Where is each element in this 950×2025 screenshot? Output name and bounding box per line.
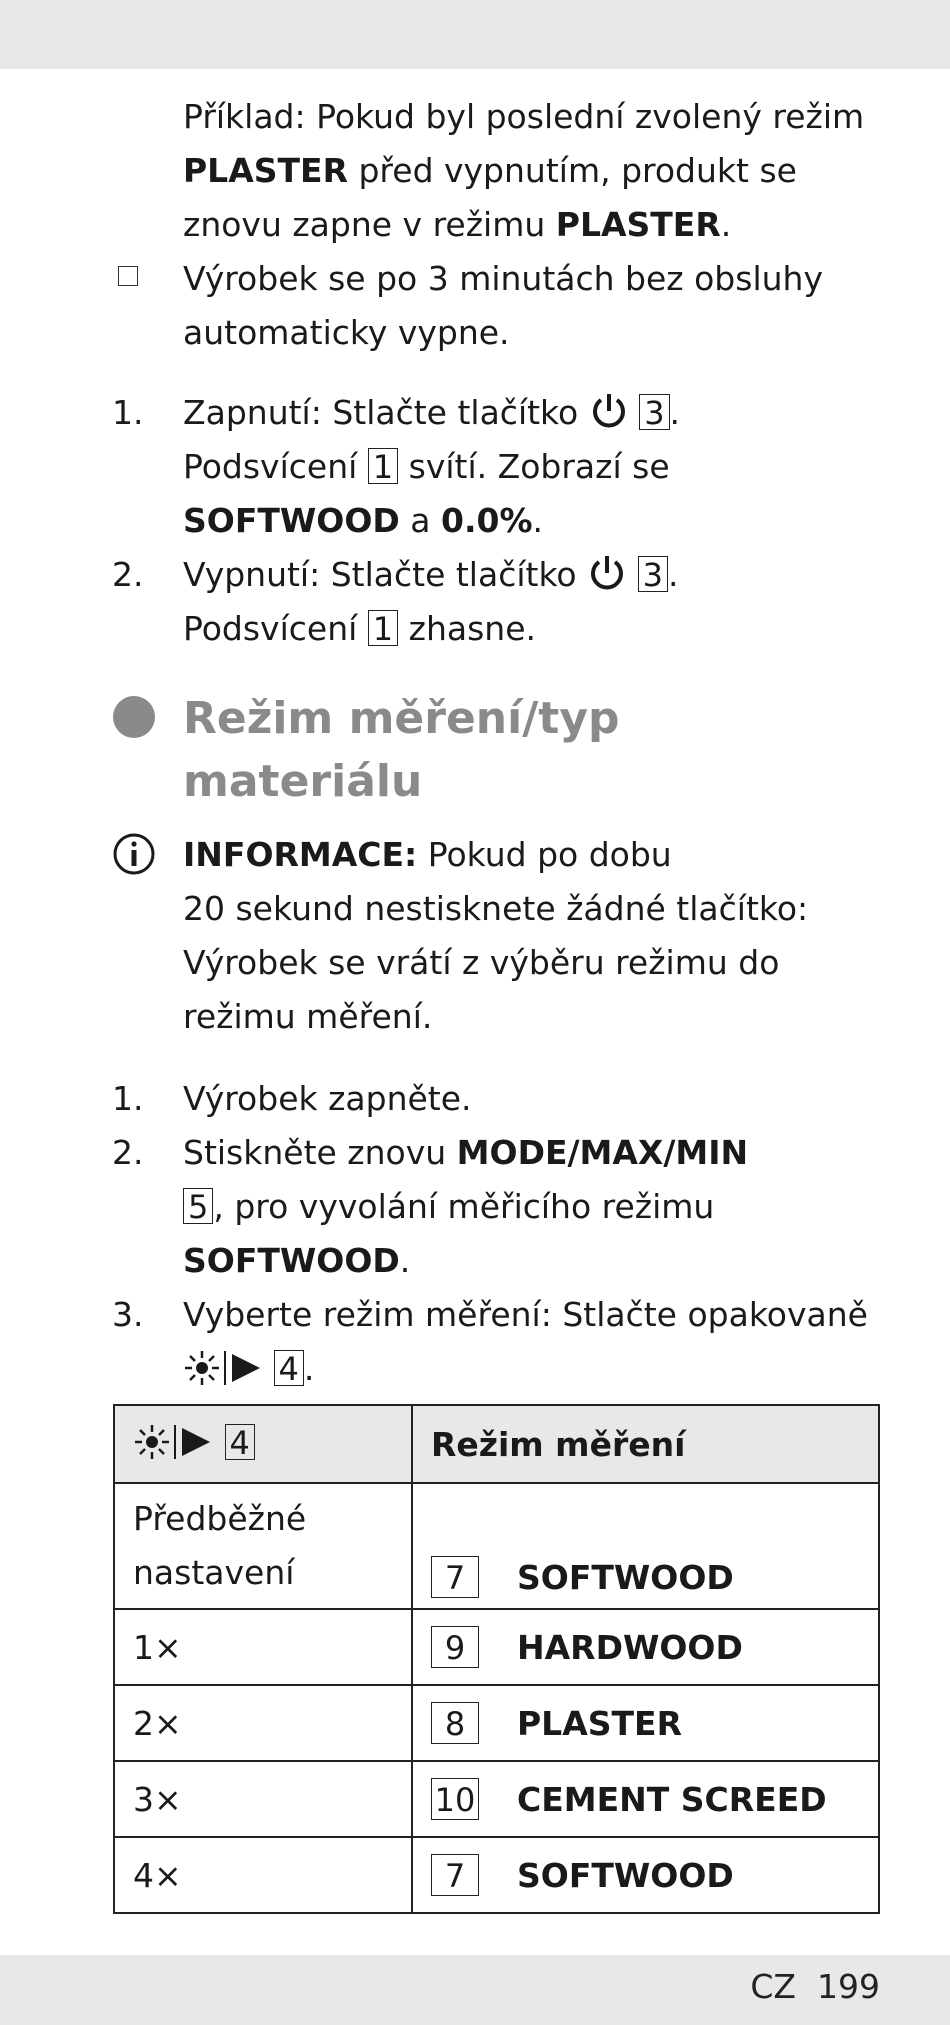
- sun-icon: [133, 1423, 171, 1461]
- footer-bar: [0, 1955, 950, 2025]
- step-power-off-line-2: Podsvícení 1 zhasne.: [183, 609, 536, 648]
- sun-icon: [183, 1349, 221, 1387]
- separator-bar-icon: [171, 1423, 179, 1461]
- step-switch-on: Výrobek zapněte.: [183, 1079, 472, 1118]
- play-icon: [179, 1425, 213, 1459]
- code-box: 7: [431, 1556, 479, 1598]
- step-power-on-line-3: SOFTWOOD a 0.0%.: [183, 501, 544, 540]
- press-cell: 3×: [114, 1761, 412, 1837]
- intro-line-3: znovu zapne v režimu PLASTER.: [183, 205, 732, 244]
- ref-box: 3: [639, 394, 669, 430]
- section-heading-line-2: materiálu: [183, 756, 423, 807]
- section-bullet-icon: [113, 696, 155, 738]
- mode-cell: 8 PLASTER: [412, 1685, 879, 1761]
- press-cell: 2×: [114, 1685, 412, 1761]
- light-play-symbol: [133, 1423, 213, 1461]
- info-line-4: režimu měření.: [183, 997, 433, 1036]
- table-header-press: [114, 1405, 412, 1483]
- info-line-1: INFORMACE: Pokud po dobu: [183, 835, 672, 874]
- table-header-mode: Režim měření: [412, 1405, 879, 1483]
- step-select-mode-line-2: 4 .: [183, 1342, 314, 1396]
- press-cell: Předběžné nastavení: [114, 1483, 412, 1609]
- power-icon: [589, 391, 629, 431]
- step-number: 1.: [112, 393, 144, 432]
- code-box: 9: [431, 1626, 479, 1668]
- info-line-2: 20 sekund nestisknete žádné tlačítko:: [183, 889, 809, 928]
- ref-box: 4: [225, 1424, 255, 1460]
- mode-table: [113, 1404, 880, 1914]
- mode-cell: 7 SOFTWOOD: [412, 1837, 879, 1913]
- bullet-square-icon: [118, 266, 138, 286]
- separator-bar-icon: [221, 1349, 229, 1387]
- table-row: [114, 1609, 879, 1685]
- step-number: 2.: [112, 555, 144, 594]
- info-line-3: Výrobek se vrátí z výběru režimu do: [183, 943, 780, 982]
- press-cell: 1×: [114, 1609, 412, 1685]
- step-number: 2.: [112, 1133, 144, 1172]
- info-icon: [112, 832, 156, 876]
- step-number: 3.: [112, 1295, 144, 1334]
- code-box: 7: [431, 1854, 479, 1896]
- bullet-line-1: Výrobek se po 3 minutách bez obsluhy: [183, 259, 823, 298]
- mode-cell: 9 HARDWOOD: [412, 1609, 879, 1685]
- ref-box: 4: [274, 1350, 304, 1386]
- intro-line-1: Příklad: Pokud byl poslední zvolený režim: [183, 97, 865, 136]
- ref-box: 1: [368, 610, 398, 646]
- step-power-off: Vypnutí: Stlačte tlačítko 3 .: [183, 548, 678, 602]
- mode-cell: 10 CEMENT SCREED: [412, 1761, 879, 1837]
- step-number: 1.: [112, 1079, 144, 1118]
- light-play-symbol: [183, 1349, 263, 1387]
- table-row: [114, 1483, 879, 1609]
- table-header-row: [114, 1405, 879, 1483]
- intro-line-2: PLASTER před vypnutím, produkt se: [183, 151, 797, 190]
- ref-box: 3: [638, 556, 668, 592]
- step-power-on: Zapnutí: Stlačte tlačítko 3 .: [183, 386, 680, 440]
- press-cell: 4×: [114, 1837, 412, 1913]
- bullet-line-2: automaticky vypne.: [183, 313, 510, 352]
- play-icon: [229, 1351, 263, 1385]
- top-bar: [0, 0, 950, 69]
- table-row: [114, 1685, 879, 1761]
- step-mode-line-1: Stiskněte znovu MODE/MAX/MIN: [183, 1133, 749, 1172]
- step-mode-line-2: 5 , pro vyvolání měřicího režimu: [183, 1180, 714, 1234]
- step-select-mode: Vyberte režim měření: Stlačte opakovaně: [183, 1295, 868, 1334]
- power-icon: [587, 553, 627, 593]
- code-box: 10: [431, 1778, 479, 1820]
- mode-cell: 7 SOFTWOOD: [412, 1483, 879, 1609]
- step-mode-line-3: SOFTWOOD.: [183, 1241, 411, 1280]
- code-box: 8: [431, 1702, 479, 1744]
- step-power-on-line-2: Podsvícení 1 svítí. Zobrazí se: [183, 447, 670, 486]
- ref-box: 5: [183, 1188, 213, 1224]
- table-row: [114, 1761, 879, 1837]
- ref-box: 1: [368, 448, 398, 484]
- table-row: [114, 1837, 879, 1913]
- section-heading-line-1: Režim měření/typ: [183, 693, 620, 744]
- page-number: CZ 199: [750, 1967, 880, 2006]
